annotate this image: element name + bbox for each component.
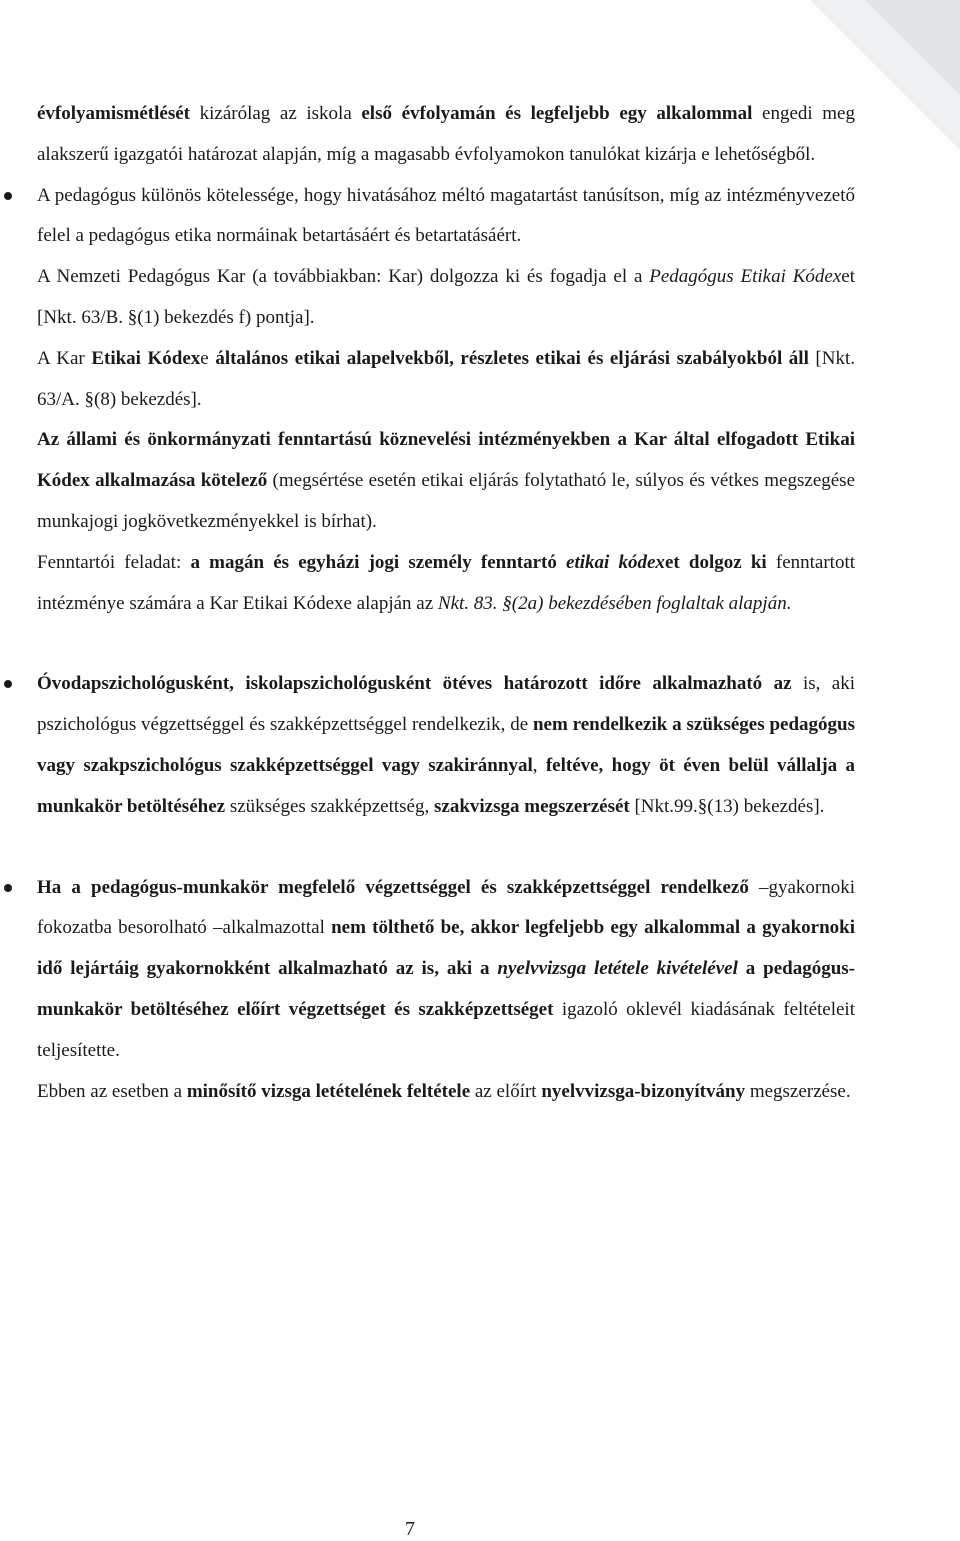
paragraph xyxy=(37,1072,855,1113)
document-body xyxy=(37,94,855,1112)
bullet-paragraph xyxy=(37,868,855,1072)
text-run: –gyakornoki fokozatba besorolható –alkalmazottal xyxy=(37,876,855,939)
text-run: minősítő vizsga letételének feltétele xyxy=(186,1080,471,1102)
paragraph-gap xyxy=(37,828,855,868)
text-run: szakvizsga megszerzését xyxy=(434,795,630,817)
bullet-icon xyxy=(4,680,12,688)
text-run: feltéve, hogy öt éven belül vállalja a munkakör betöltéséhez xyxy=(37,754,855,817)
text-run: kizárólag az iskola xyxy=(190,103,362,124)
text-run: , xyxy=(532,754,546,776)
text-run: a pedagógus-munkakör betöltéséhez előírt végzettséget és szakképzettséget xyxy=(37,958,855,1020)
page-corner-fold xyxy=(865,0,960,95)
paragraph xyxy=(37,420,855,542)
bullet-icon xyxy=(4,192,12,200)
text-run: Ebben az esetben a xyxy=(37,1080,187,1102)
text-run: Nkt. 83. §(2a) bekezdésében foglaltak alapján. xyxy=(437,592,792,614)
text-run: Az állami és önkormányzati fenntartású köznevelési intézményekben a Kar által elfogadott Etikai Kódex alkalmazása kötelező xyxy=(37,429,855,492)
bullet-paragraph xyxy=(37,176,855,258)
bullet-paragraph xyxy=(37,664,855,827)
text-run: e xyxy=(200,347,216,369)
text-run: engedi meg alakszerű igazgatói határozat alapján, míg a magasabb évfolyamokon tanulókat kizárja e lehetőségből. xyxy=(37,103,855,165)
text-run: szükséges szakképzettség, xyxy=(225,795,434,817)
text-run: nem tölthető be, akkor legfeljebb egy alkalommal a gyakornoki idő lejártáig gyakornokként alkalmazható az is, aki a xyxy=(37,917,856,980)
text-run: évfolyamismétlését xyxy=(37,103,190,124)
text-run: [Nkt.99.§(13) bekezdés]. xyxy=(629,795,825,817)
text-run: [Nkt. 63/A. §(8) bekezdés]. xyxy=(37,347,856,410)
text-run: Etikai Kódex xyxy=(91,347,201,369)
page-number: 7 xyxy=(405,1518,415,1540)
text-run: Óvodapszichológusként, iskolapszichológusként ötéves határozott időre alkalmazható az xyxy=(37,673,792,695)
paragraph xyxy=(37,543,855,625)
paragraph-gap xyxy=(37,624,855,664)
text-run: etikai kódex xyxy=(566,551,665,573)
text-run: a magán és egyházi jogi személy fenntartó xyxy=(190,551,567,573)
bullet-icon xyxy=(4,884,12,892)
text-run: Pedagógus Etikai Kódex xyxy=(649,266,842,288)
paragraph xyxy=(37,94,855,176)
text-run: az előírt xyxy=(470,1080,542,1102)
paragraph xyxy=(37,339,855,421)
text-run: nyelvvizsga letétele kivételével xyxy=(497,958,738,980)
text-run: A Nemzeti Pedagógus Kar (a továbbiakban: Kar) dolgozza ki és fogadja el a xyxy=(37,266,650,288)
text-run: nem rendelkezik a szükséges pedagógus vagy szakpszichológus szakképzettséggel vagy szakiránnyal xyxy=(37,714,855,776)
text-run: is, aki pszichológus végzettséggel és szakképzettséggel rendelkezik, de xyxy=(37,673,855,736)
text-run: (megsértése esetén etikai eljárás folytatható le, súlyos és vétkes megszegése munkajogi jogkövetkezményekkel is bírhat). xyxy=(37,470,856,532)
text-run: nyelvvizsga-bizonyítvány xyxy=(541,1080,746,1102)
text-run: első évfolyamán és legfeljebb egy alkalommal xyxy=(361,103,753,124)
text-run: igazoló oklevél kiadásának feltételeit teljesítette. xyxy=(37,998,855,1061)
text-run: et [Nkt. 63/B. §(1) bekezdés f) pontja]. xyxy=(37,266,855,328)
paragraph xyxy=(37,257,855,339)
text-run: megszerzése. xyxy=(745,1080,851,1102)
text-run: A pedagógus különös kötelessége, hogy hivatásához méltó magatartást tanúsítson, míg az intézményvezető felel a pedagógus etika normáinak betartásáért és betartatásáért. xyxy=(37,184,855,247)
text-run: et dolgoz ki xyxy=(664,551,767,573)
text-run: Fenntartói feladat: xyxy=(37,551,191,573)
text-run: A Kar xyxy=(37,347,92,369)
text-run: Ha a pedagógus-munkakör megfelelő végzettséggel és szakképzettséggel rendelkező xyxy=(37,876,749,898)
text-run: általános etikai alapelvekből, részletes etikai és eljárási szabályokból áll xyxy=(215,347,809,369)
text-run: fenntartott intézménye számára a Kar Etikai Kódexe alapján az xyxy=(37,551,856,614)
